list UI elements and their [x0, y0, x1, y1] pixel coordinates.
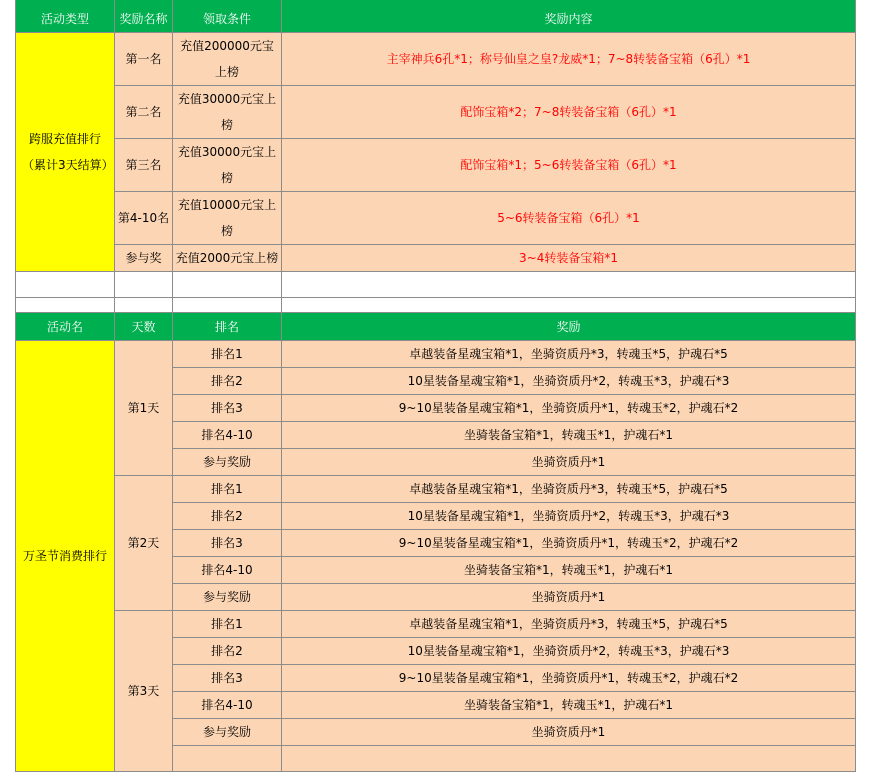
empty-cell	[16, 272, 115, 298]
empty-cell	[282, 272, 856, 298]
table1-header-condition: 领取条件	[173, 0, 282, 33]
table-row	[16, 192, 856, 245]
rank-cell: 参与奖励	[173, 584, 282, 611]
rank-cell: 第一名	[115, 33, 173, 86]
reward-cell: 坐骑资质丹*1	[282, 449, 856, 476]
rank-cell: 参与奖励	[173, 719, 282, 746]
table2-header-activity: 活动名	[16, 313, 115, 341]
reward-cell: 9~10星装备星魂宝箱*1，坐骑资质丹*1，转魂玉*2，护魂石*2	[282, 665, 856, 692]
empty-cell	[173, 272, 282, 298]
condition-cell: 充值30000元宝上榜	[173, 139, 282, 192]
table-row	[16, 611, 856, 638]
reward-cell: 卓越装备星魂宝箱*1，坐骑资质丹*3，转魂玉*5，护魂石*5	[282, 476, 856, 503]
condition-cell: 充值200000元宝上榜	[173, 33, 282, 86]
reward-cell: 主宰神兵6孔*1；称号仙皇之皇?龙威*1；7~8转装备宝箱（6孔）*1	[282, 33, 856, 86]
reward-cell: 9~10星装备星魂宝箱*1，坐骑资质丹*1，转魂玉*2，护魂石*2	[282, 395, 856, 422]
rank-cell: 排名2	[173, 638, 282, 665]
reward-cell: 坐骑资质丹*1	[282, 584, 856, 611]
rank-cell: 排名3	[173, 665, 282, 692]
reward-cell: 卓越装备星魂宝箱*1，坐骑资质丹*3，转魂玉*5，护魂石*5	[282, 611, 856, 638]
table1-header-activity-type: 活动类型	[16, 0, 115, 33]
day-cell: 第1天	[115, 341, 173, 476]
reward-cell: 10星装备星魂宝箱*1，坐骑资质丹*2，转魂玉*3，护魂石*3	[282, 368, 856, 395]
rank-cell: 排名2	[173, 368, 282, 395]
table-row	[16, 86, 856, 139]
reward-cell: 配饰宝箱*2；7~8转装备宝箱（6孔）*1	[282, 86, 856, 139]
activity-type-cell: 跨服充值排行（累计3天结算）	[16, 33, 115, 272]
rank-cell: 排名4-10	[173, 557, 282, 584]
empty-cell	[173, 746, 282, 772]
table2-header-rank: 排名	[173, 313, 282, 341]
reward-cell: 5~6转装备宝箱（6孔）*1	[282, 192, 856, 245]
halloween-spend-table	[15, 312, 856, 772]
table1-header-row	[16, 0, 856, 33]
rank-cell: 排名1	[173, 341, 282, 368]
reward-cell: 9~10星装备星魂宝箱*1，坐骑资质丹*1，转魂玉*2，护魂石*2	[282, 530, 856, 557]
table2-header-days: 天数	[115, 313, 173, 341]
rank-cell: 排名1	[173, 611, 282, 638]
rank-cell: 排名3	[173, 395, 282, 422]
table-row	[16, 476, 856, 503]
table-row	[16, 245, 856, 272]
rank-cell: 排名4-10	[173, 422, 282, 449]
table2-header-reward: 奖励	[282, 313, 856, 341]
table1-header-reward-content: 奖励内容	[282, 0, 856, 33]
rank-cell: 排名3	[173, 530, 282, 557]
empty-row	[16, 272, 856, 298]
condition-cell: 充值10000元宝上榜	[173, 192, 282, 245]
rank-cell: 第4-10名	[115, 192, 173, 245]
rank-cell: 排名2	[173, 503, 282, 530]
reward-cell: 3~4转装备宝箱*1	[282, 245, 856, 272]
day-cell: 第2天	[115, 476, 173, 611]
condition-cell: 充值2000元宝上榜	[173, 245, 282, 272]
reward-cell: 10星装备星魂宝箱*1，坐骑资质丹*2，转魂玉*3，护魂石*3	[282, 503, 856, 530]
rank-cell: 第三名	[115, 139, 173, 192]
reward-cell: 坐骑装备宝箱*1，转魂玉*1，护魂石*1	[282, 557, 856, 584]
empty-cell	[282, 746, 856, 772]
table2-header-row	[16, 313, 856, 341]
table-row	[16, 139, 856, 192]
reward-cell: 坐骑资质丹*1	[282, 719, 856, 746]
table-row	[16, 33, 856, 86]
rank-cell: 第二名	[115, 86, 173, 139]
empty-cell	[115, 272, 173, 298]
table1-header-reward-name: 奖励名称	[115, 0, 173, 33]
reward-cell: 坐骑装备宝箱*1，转魂玉*1，护魂石*1	[282, 422, 856, 449]
day-cell: 第3天	[115, 611, 173, 772]
rank-cell: 排名4-10	[173, 692, 282, 719]
activity-name-cell: 万圣节消费排行	[16, 341, 115, 772]
reward-cell: 10星装备星魂宝箱*1，坐骑资质丹*2，转魂玉*3，护魂石*3	[282, 638, 856, 665]
recharge-rank-table	[15, 0, 856, 324]
table-row	[16, 341, 856, 368]
reward-cell: 坐骑装备宝箱*1，转魂玉*1，护魂石*1	[282, 692, 856, 719]
rank-cell: 参与奖	[115, 245, 173, 272]
rank-cell: 参与奖励	[173, 449, 282, 476]
reward-cell: 配饰宝箱*1；5~6转装备宝箱（6孔）*1	[282, 139, 856, 192]
reward-cell: 卓越装备星魂宝箱*1，坐骑资质丹*3，转魂玉*5，护魂石*5	[282, 341, 856, 368]
condition-cell: 充值30000元宝上榜	[173, 86, 282, 139]
rank-cell: 排名1	[173, 476, 282, 503]
